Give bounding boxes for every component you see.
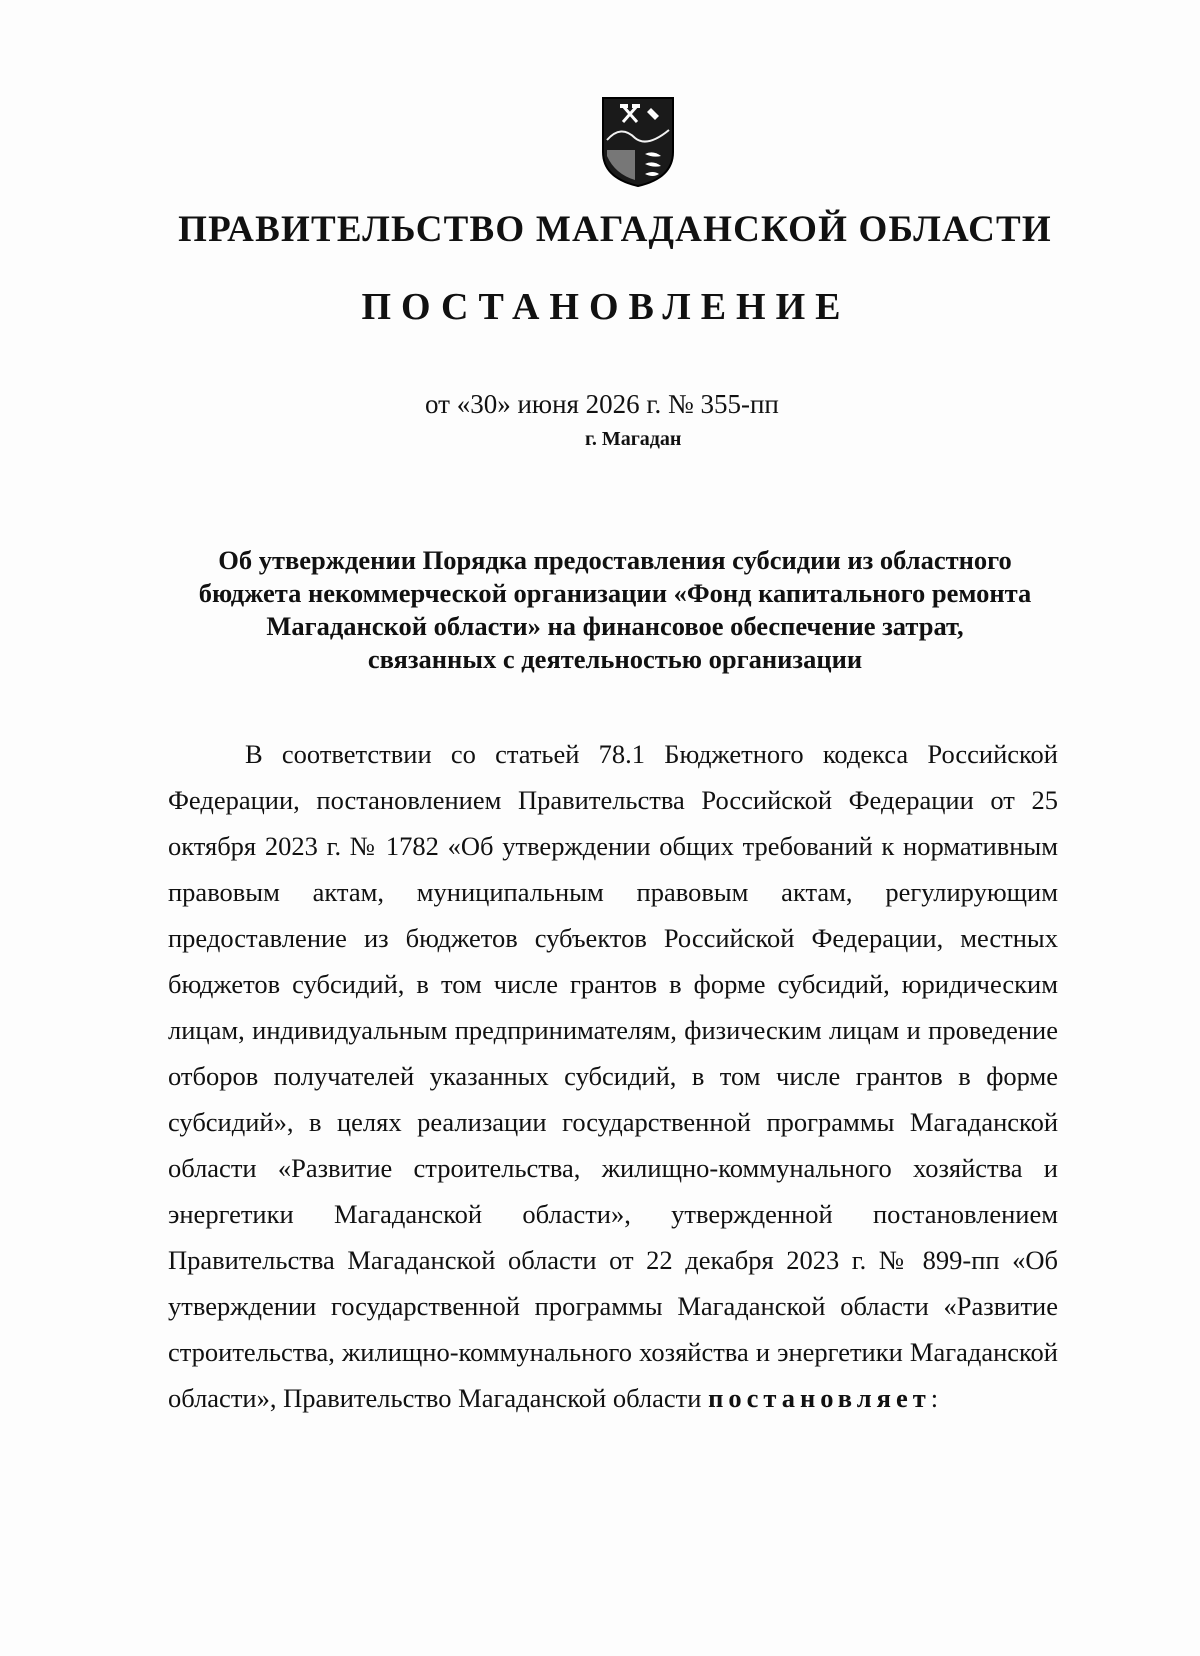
- organization-name: ПРАВИТЕЛЬСТВО МАГАДАНСКОЙ ОБЛАСТИ: [178, 209, 1052, 250]
- document-date-number: от «30» июня 2026 г. № 355-пп: [425, 389, 779, 419]
- preamble-text: В соответствии со статьей 78.1 Бюджетного кодекса Российской Федерации, постановлением Правительства Российской Федерации от 25 октября 2023 г. № 1782 «Об утверждении общих требований к нормативным правовым актам, муниципальным правовым актам, регулирующим предоставление из бюджетов субъектов Российской Федерации, местных бюджетов субсидий, в том числе грантов в форме субсидий, юридическим лицам, индивидуальным предпринимателям, физическим лицам и проведение отборов получателей указанных субсидий, в том числе грантов в форме субсидий», в целях реализации государственной программы Магаданской области «Развитие строительства, жилищно-коммунального хозяйства и энергетики Магаданской области», утвержденной постановлением Правительства Магаданской области от 22 декабря 2023 г. № 899-пп «Об утверждении государственной программы Магаданской области «Развитие строительства, жилищно-коммунального хозяйства и энергетики Магаданской области», Правительство Магаданской области: [168, 739, 1058, 1413]
- subject-line: Магаданской области» на финансовое обеспечение затрат,: [266, 611, 964, 641]
- decree-verb: постановляет: [708, 1383, 931, 1413]
- document-type: ПОСТАНОВЛЕНИЕ: [361, 286, 851, 328]
- subject-line: бюджета некоммерческой организации «Фонд капитального ремонта: [198, 578, 1032, 608]
- subject-line: связанных с деятельностью организации: [367, 644, 863, 674]
- subject-line: Об утверждении Порядка предоставления субсидии из областного: [218, 545, 1012, 575]
- document-city: г. Магадан: [585, 428, 682, 450]
- magadan-coat-of-arms-icon: [601, 94, 675, 188]
- document-subject: [160, 544, 1070, 676]
- preamble-paragraph: [168, 731, 1058, 1421]
- decree-colon: :: [930, 1383, 939, 1413]
